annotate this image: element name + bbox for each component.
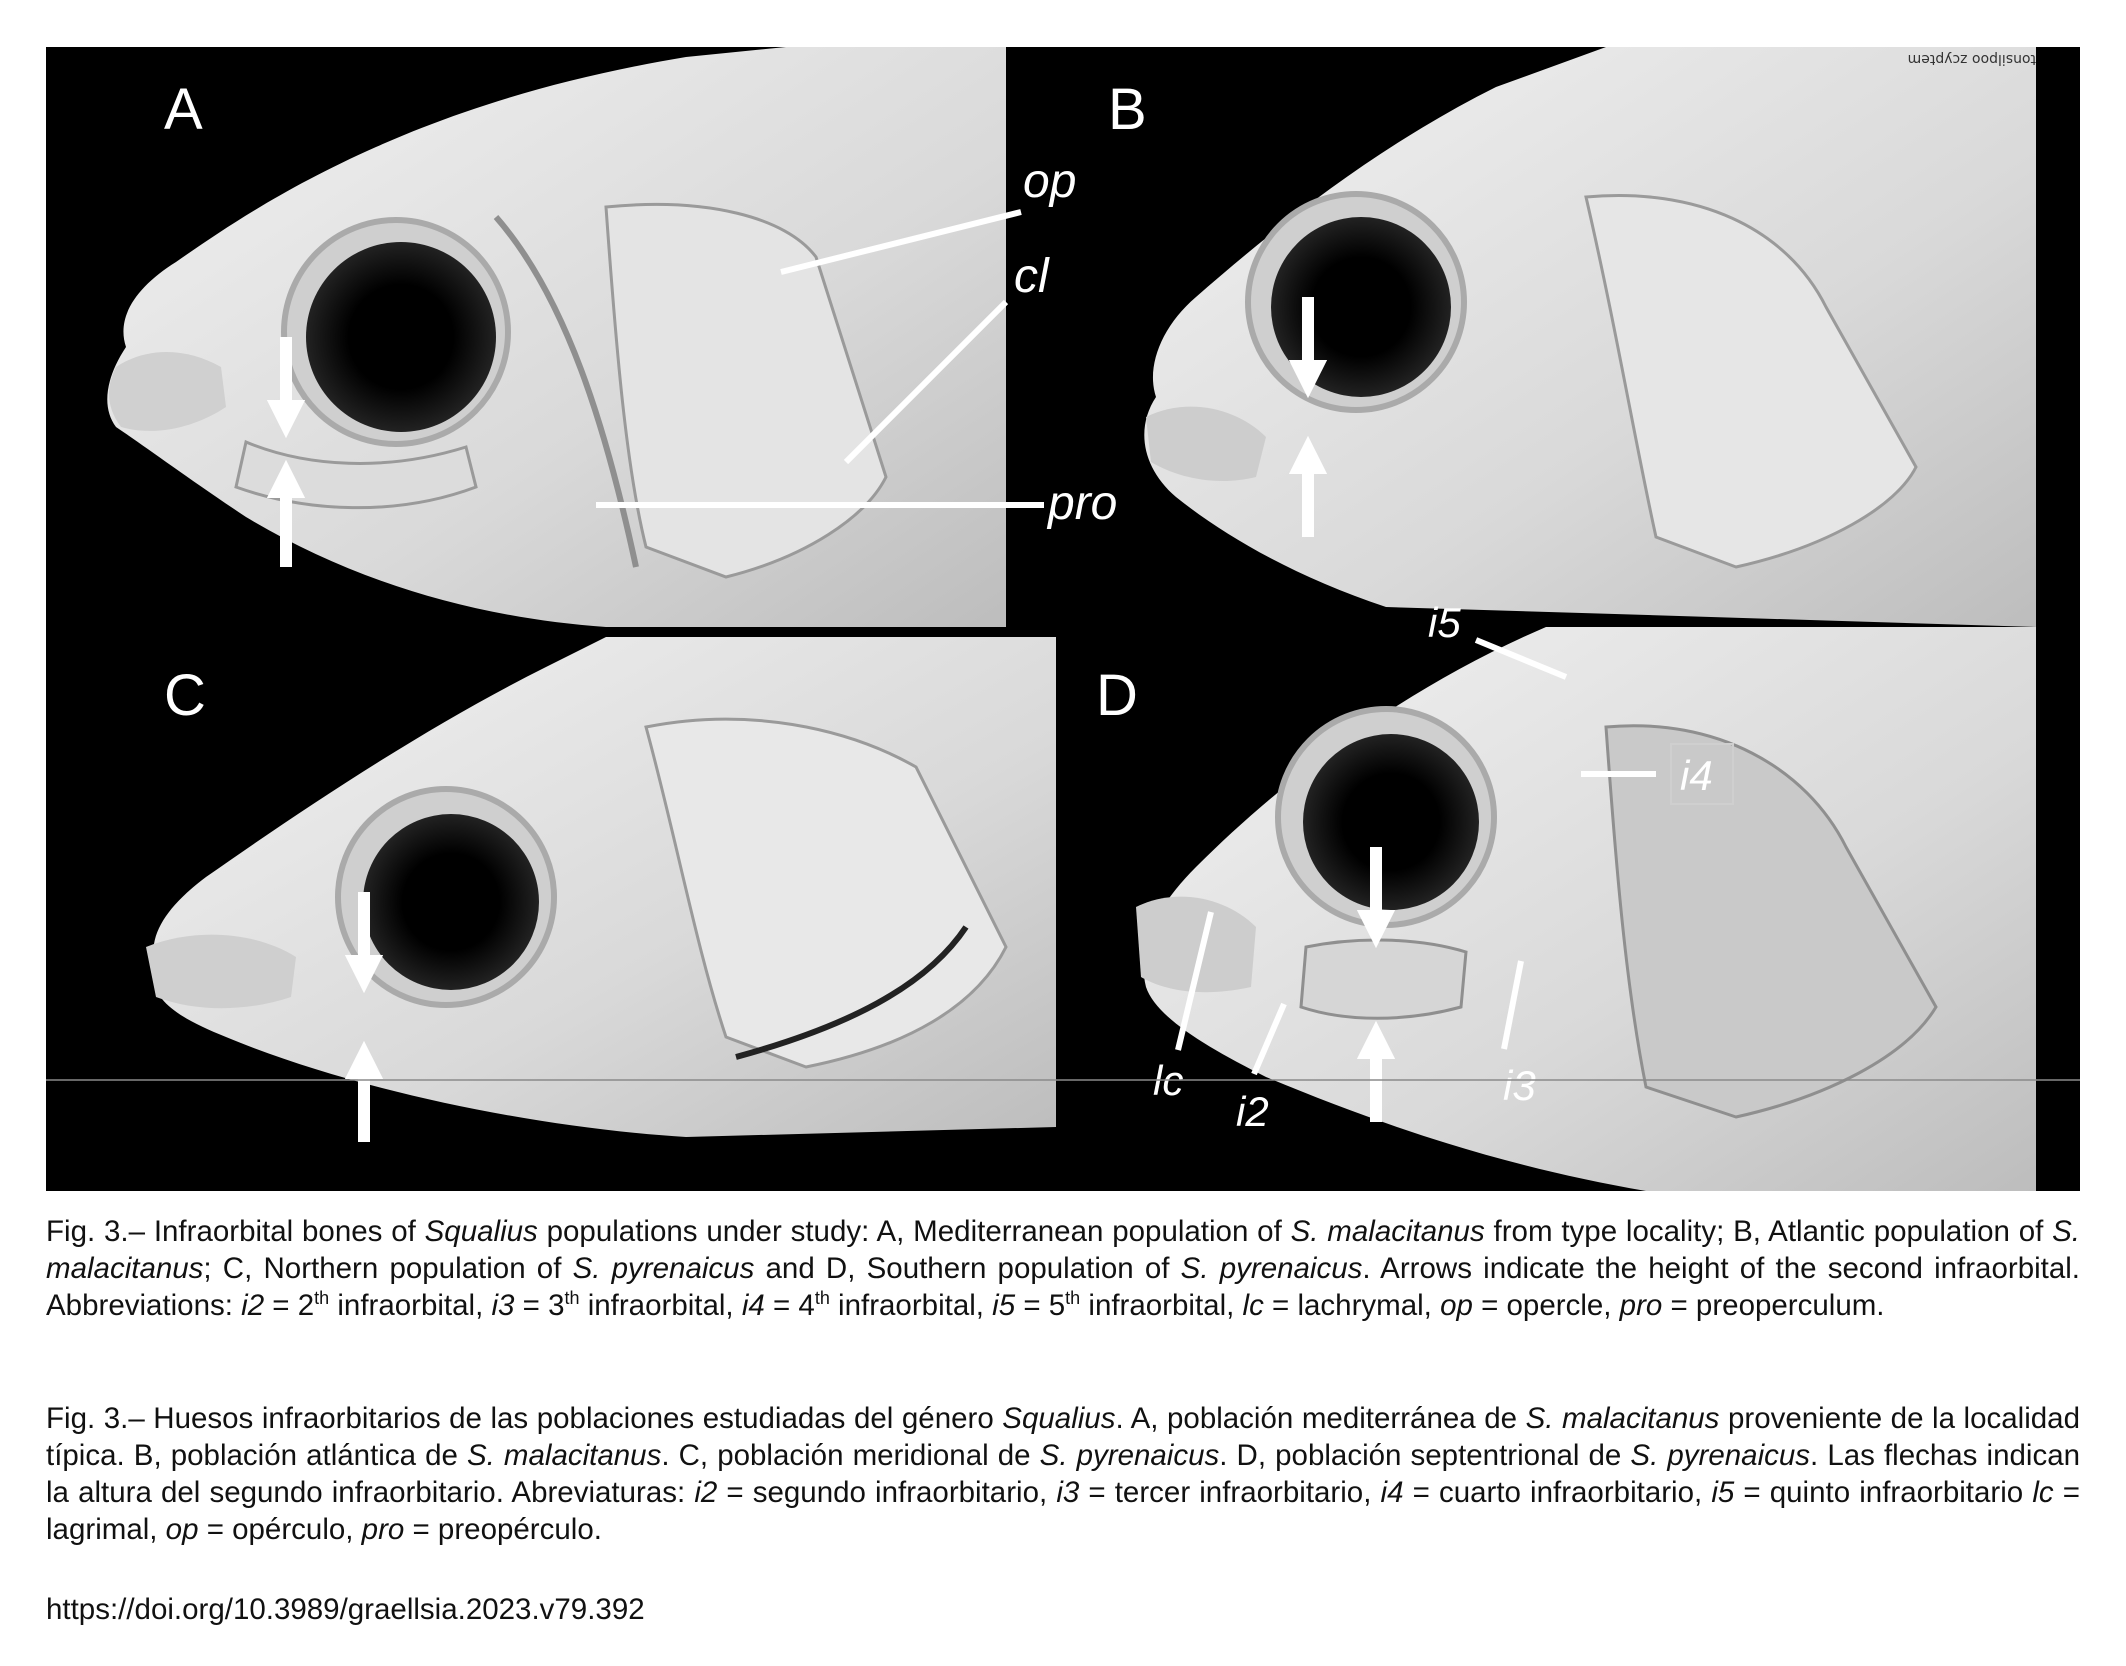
panel-b-letter: B xyxy=(1108,77,1147,142)
figure-svg xyxy=(46,47,2080,1191)
panel-a-letter: A xyxy=(164,77,203,142)
label-cl: cl xyxy=(1014,250,1049,303)
panel-a xyxy=(107,47,1117,627)
label-op: op xyxy=(1023,155,1077,208)
label-i3: i3 xyxy=(1503,1062,1536,1109)
panel-d-fish-body xyxy=(1143,627,2036,1191)
panel-a-black-gap xyxy=(1006,47,1066,627)
panel-b-orbit xyxy=(1271,217,1451,397)
panel-a-fish-body xyxy=(107,47,1006,627)
panel-d-letter: D xyxy=(1096,663,1138,728)
doi-link[interactable]: https://doi.org/10.3989/graellsia.2023.v79.392 xyxy=(46,1593,645,1626)
panel-d-infraorbital-2 xyxy=(1301,940,1466,1018)
label-pro: pro xyxy=(1048,477,1118,530)
panel-c xyxy=(146,637,1086,1191)
figure-composite xyxy=(46,47,2080,1191)
caption-english: Fig. 3.– Infraorbital bones of Squalius populations under study: A, Mediterranean population of S. malacitanus from type locality; B, Atlantic population of S. malacitanus; C, Northern population of S. pyrenaicus and D, Southern population of S. pyrenaicus. Arrows indicate the height of the second infraorbital. Abbreviations: i2 = 2th infraorbital, i3 = 3th infraorbital, i4 = 4th infraorbital, i5 = 5th infraorbital, lc = lachrymal, op = opercle, pro = preoperculum. xyxy=(46,1215,2081,1322)
panel-d-orbit xyxy=(1303,734,1479,910)
label-lc: lc xyxy=(1153,1057,1184,1104)
watermark: tonsilpoo zcyptem xyxy=(1907,51,2036,67)
label-i4: i4 xyxy=(1680,752,1713,799)
panel-c-letter: C xyxy=(164,663,206,728)
label-i2: i2 xyxy=(1236,1088,1269,1135)
panel-c-black-gap xyxy=(1056,637,1086,1191)
panel-b xyxy=(1108,47,2036,627)
panel-a-orbit xyxy=(306,242,496,432)
panel-d xyxy=(1096,599,2036,1191)
label-i5: i5 xyxy=(1428,599,1461,646)
caption-spanish: Fig. 3.– Huesos infraorbitarios de las poblaciones estudiadas del género Squalius. A, población mediterránea de S. malacitanus proveniente de la localidad típica. B, población atlántica de S. malacitanus. C, población meridional de S. pyrenaicus. D, población septentrional de S. pyrenaicus. Las flechas indican la altura del segundo infraorbitario. Abreviaturas: i2 = segundo infraorbitario, i3 = tercer infraorbitario, i4 = cuarto infraorbitario, i5 = quinto infraorbitario lc = lagrimal, op = opérculo, pro = preopérculo. xyxy=(46,1402,2081,1546)
panel-c-orbit xyxy=(363,814,539,990)
